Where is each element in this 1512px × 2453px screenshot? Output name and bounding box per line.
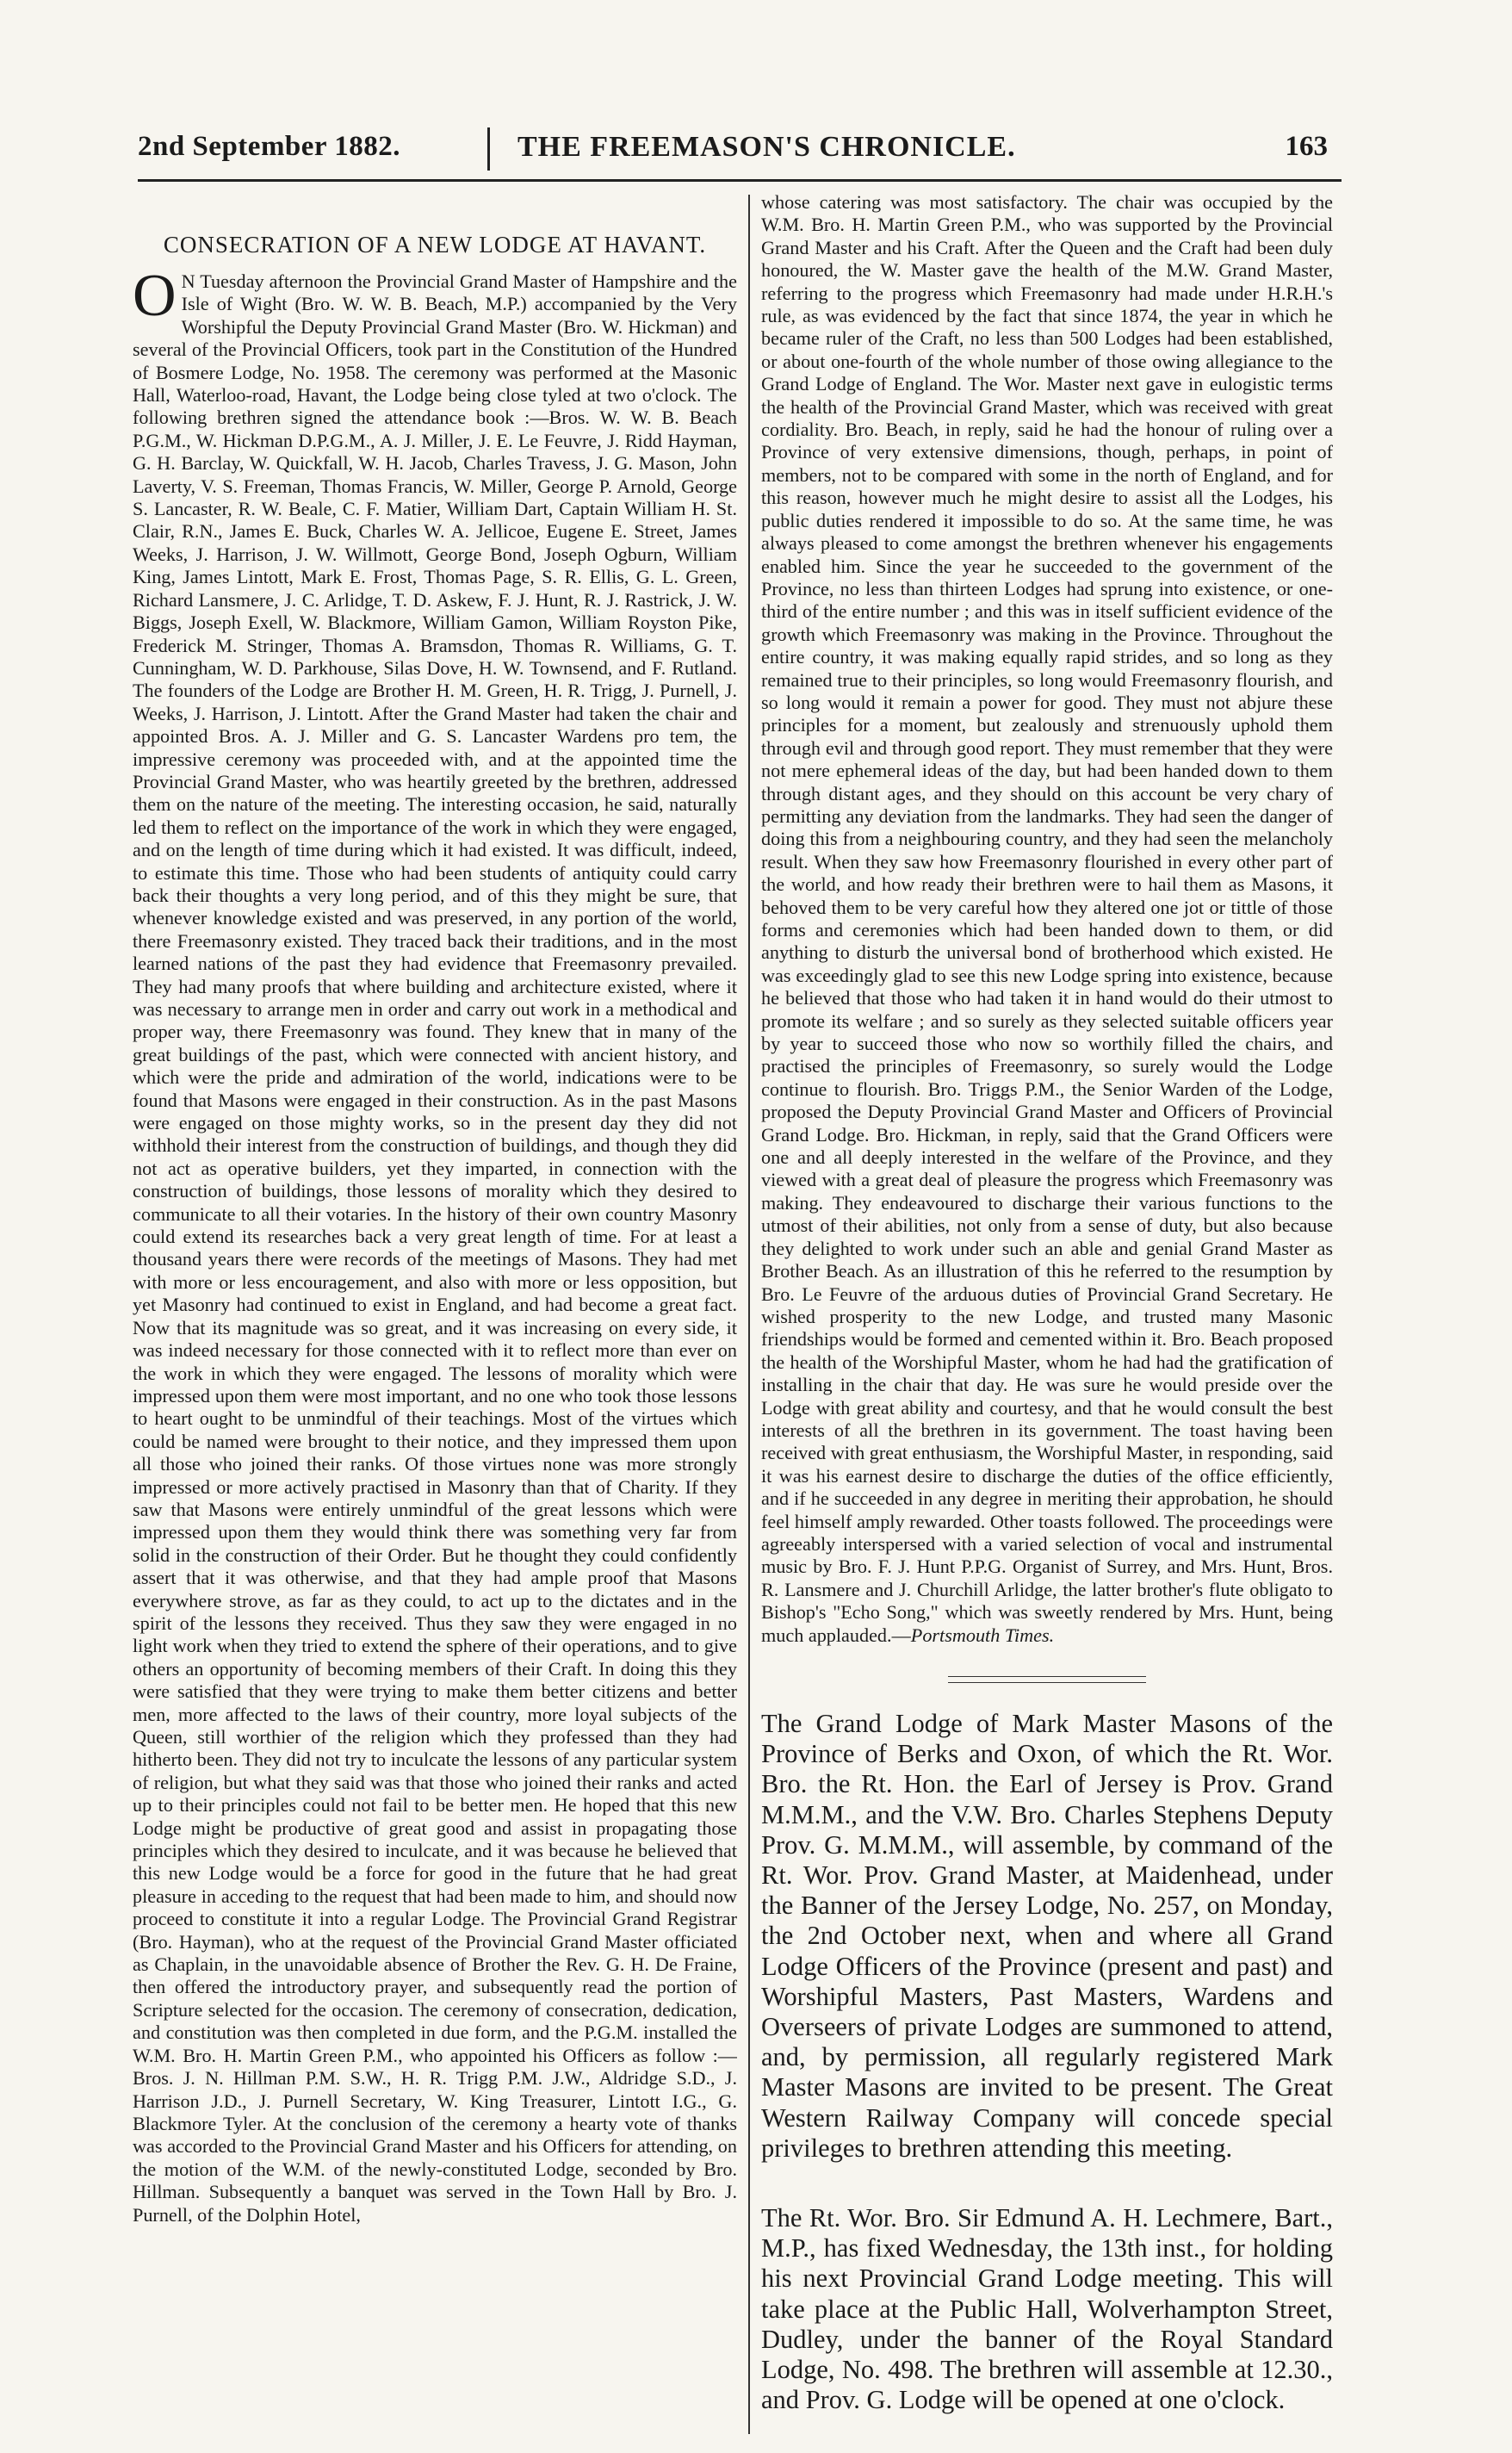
notice-mark-masons: The Grand Lodge of Mark Master Masons of the Province of Berks and Oxon, of which the Rt. Wor. Bro. the Rt. Hon. the Earl of Jersey is Prov. Grand M.M.M., and the V.W. Bro. Charles Stephens Deputy Prov. G. M.M.M., will assemble, by command of the Rt. Wor. Prov. Grand Master, at Maidenhead, under the Banner of the Jersey Lodge, No. 257, on Monday, the 2nd October next, when and where all Grand Lodge Officers of the Province (present and past) and Worshipful Masters, Past Masters, Wardens and Overseers of private Lodges are summoned to attend, and, by permission, all regularly registered Mark Master Masons are invited to be present. The Great Western Railway Company will concede special privileges to brethren attending this meeting. [761, 1709, 1333, 2163]
column-divider [748, 195, 750, 2434]
notice-spacer [761, 2164, 1333, 2203]
issue-date: 2nd September 1882. [138, 131, 400, 162]
publication-title: THE FREEMASON'S CHRONICLE. [517, 131, 1016, 163]
header-separator [487, 127, 490, 171]
article-headline: CONSECRATION OF A NEW LODGE AT HAVANT. [163, 232, 707, 258]
header-rule [138, 179, 1342, 182]
article-body-right [761, 191, 1333, 1647]
article-text-right: whose catering was most satisfactory. The chair was occupied by the W.M. Bro. H. Martin Green P.M., who was supported by the Provincial Grand Master and his Craft. After the Queen and the Craft had been duly honoured, the W. Master gave the health of the M.W. Grand Master, referring to the progress which Freemasonry had made under H.R.H.'s rule, as was evidenced by the fact that since 1874, the year in which he became ruler of the Craft, no less than 500 Lodges had been established, or about one-fourth of the whole number of those owing allegiance to the Grand Lodge of England. The Wor. Master next gave in eulogistic terms the health of the Provincial Grand Master, which was received with great cordiality. Bro. Beach, in reply, said he had the honour of ruling over a Province of very extensive dimensions, though, perhaps, in point of members, not to be compared with some in the north of England, and for this reason, however much he might desire to assist all the Lodges, his public duties rendered it impossible to do so. At the same time, he was always pleased to come amongst the brethren whenever his engagements enabled him. Since the year he succeeded to the government of the Province, no less than thirteen Lodges had sprung into existence, or one-third of the entire number ; and this was in itself sufficient evidence of the growth which Freemasonry was making in the Province. Throughout the entire country, it was making equally rapid strides, and so long as they remained true to their principles, so long would Freemasonry flourish, and so long would it remain a power for good. They must not abjure these principles for a moment, but zealously and strenuously uphold them through evil and through good report. They must remember that they were not mere ephemeral ideas of the day, but had been handed down to them through distant ages, and they should on this account be very chary of permitting any deviation from the landmarks. They had seen the danger of doing this from a neighbouring country, and they had seen the melancholy result. When they saw how Freemasonry flourished in every other part of the world, and how ready their brethren were to hail them as Masons, it behoved them to be very careful how they altered one jot or tittle of those forms and ceremonies which had been handed down to them, or did anything to disturb the universal bond of brotherhood which existed. He was exceedingly glad to see this new Lodge spring into existence, because he believed that those who had taken it in hand would do their utmost to promote its welfare ; and so surely as they selected suitable officers year by year to succeed those who now so worthily filled the chairs, and practised the principles of Freemasonry, so surely would the Lodge continue to flourish. Bro. Triggs P.M., the Senior Warden of the Lodge, proposed the Deputy Provincial Grand Master and Officers of Provincial Grand Lodge. Bro. Hickman, in reply, said that the Grand Officers were one and all deeply interested in the welfare of the Province, and they viewed with a great deal of pleasure the progress which Freemasonry was making. They endeavoured to discharge their various functions to the utmost of their abilities, not only from a sense of duty, but also because they delighted to work under such an able and genial Grand Master as Brother Beach. As an illustration of this he referred to the resumption by Bro. Le Feuvre of the arduous duties of Provincial Grand Secretary. He wished prosperity to the new Lodge, and trusted many Masonic friendships would be formed and cemented within it. Bro. Beach proposed the health of the Worshipful Master, whom he had had the gratification of installing in the chair that day. He was sure he would preside over the Lodge with great ability and courtesy, and that he would consult the best interests of all the brethren in its government. The toast having been received with great enthusiasm, the Worshipful Master, in responding, said it was his earnest desire to discharge the duties of the office efficiently, and if he succeeded in any degree in meriting their approbation, he should feel himself amply rewarded. Other toasts followed. The proceedings were agreeably interspersed with a varied selection of vocal and instrumental music by Bro. F. J. Hunt P.P.G. Organist of Surrey, and Mrs. Hunt, Bros. R. Lansmere and J. Churchill Arlidge, the latter brother's flute obligato to Bishop's "Echo Song," which was sweetly rendered by Mrs. Hunt, being much applauded.— [761, 191, 1333, 1646]
source-credit: Portsmouth Times. [910, 1624, 1055, 1646]
left-column [133, 191, 737, 2439]
article-text-left: N Tuesday afternoon the Provincial Grand Master of Hampshire and the Isle of Wight (Bro. W. W. B. Beach, M.P.) accompanied by the Very Worshipful the Deputy Provincial Grand Master (Bro. W. Hickman) and several of the Provincial Officers, took part in the Constitution of the Hundred of Bosmere Lodge, No. 1958. The ceremony was performed at the Masonic Hall, Waterloo-road, Havant, the Lodge being close tyled at two o'clock. The following brethren signed the attendance book :—Bros. W. W. B. Beach P.G.M., W. Hickman D.P.G.M., A. J. Miller, J. E. Le Feuvre, J. Ridd Hayman, G. H. Barclay, W. Quickfall, W. H. Jacob, Charles Travess, J. G. Mason, John Laverty, V. S. Freeman, Thomas Francis, W. Miller, George P. Arnold, George S. Lancaster, R. W. Beale, C. F. Matier, William Dart, Captain William H. St. Clair, R.N., James E. Buck, Charles W. A. Jellicoe, Eugene E. Street, James Weeks, J. Harrison, J. W. Willmott, George Bond, Joseph Ogburn, William King, James Lintott, Mark E. Frost, Thomas Page, S. R. Ellis, G. L. Green, Richard Lansmere, J. C. Arlidge, T. D. Askew, F. J. Hunt, R. J. Rastrick, J. W. Biggs, Joseph Exell, W. Blackmore, William Gamon, William Royston Pike, Frederick M. Stringer, Thomas A. Bramsdon, Thomas R. Williams, G. T. Cunningham, W. D. Parkhouse, Silas Dove, H. W. Townsend, and F. Rutland. The founders of the Lodge are Brother H. M. Green, H. R. Trigg, J. Purnell, J. Weeks, J. Harrison, J. Lintott. After the Grand Master had taken the chair and appointed Bros. A. J. Miller and G. S. Lancaster Wardens pro tem, the impressive ceremony was proceeded with, and at the appointed time the Provincial Grand Master, who was heartily greeted by the brethren, addressed them on the nature of the meeting. The interesting occasion, he said, naturally led them to reflect on the importance of the work in which they were engaged, and on the length of time during which it had existed. It was difficult, indeed, to estimate this time. Those who had been students of antiquity could carry back their thoughts a very long period, and of this they might be sure, that whenever knowledge existed and was preserved, in any portion of the world, there Freemasonry existed. They traced back their traditions, and in the most learned nations of the past they had evidence that Freemasonry prevailed. They had many proofs that where building and architecture existed, where it was necessary to arrange men in order and carry out work in a methodical and proper way, there Freemasonry was found. They knew that in many of the great buildings of the past, which were connected with ancient history, and which were the pride and admiration of the world, indications were to be found that Masons were engaged in their construction. As in the past Masons were engaged on those mighty works, so in the present day they did not withhold their interest from the construction of buildings, and though they did not act as operative builders, yet they imparted, in connection with the construction of buildings, those lessons of morality which they desired to communicate to all their votaries. In the history of their own country Masonry could extend its researches back a very great length of time. For at least a thousand years there were records of the meetings of Masons. They had met with more or less encouragement, and also with more or less opposition, but yet Masonry had continued to exist in England, and had become a great fact. Now that its magnitude was so great, and it was increasing on every side, it was indeed necessary for those connected with it to reflect more than ever on the work in which they were engaged. The lessons of morality which were impressed upon them were most important, and no one who took those lessons to heart ought to be unmindful of their teachings. Most of the virtues which could be named were brought to their notice, and they impressed them upon all those who joined their ranks. Of those virtues none was more strongly impressed or more actively practised in Masonry than that of Charity. If they saw that Masons were entirely unmindful of the great lessons which were impressed upon them they would think there was something very far from solid in the construction of their Order. But he thought they could confidently assert that it was otherwise, and that they had ample proof that Masons everywhere strove, as far as they could, to act up to the dictates and in the spirit of the lessons they received. Thus they saw they were engaged in no light work when they tried to extend the sphere of their operations, and to give others an opportunity of becoming members of their Craft. In doing this they were satisfied that they were trying to make them better citizens and better men, more affected to the laws of their country, more loyal subjects of the Queen, still worthier of the religion which they professed than they had hitherto been. They did not try to inculcate the lessons of any particular system of religion, but what they said was that those who joined their ranks and acted up to their principles could not fail to be better men. He hoped that this new Lodge might be productive of great good and assist in propagating those principles which they desired to inculcate, and it was because he believed that this new Lodge would be a force for good in the future that he had great pleasure in acceding to the request that had been made to him, and should now proceed to constitute it into a regular Lodge. The Provincial Grand Registrar (Bro. Hayman), who at the request of the Provincial Grand Master officiated as Chaplain, in the unavoidable absence of Brother the Rev. G. H. De Fraine, then offered the introductory prayer, and subsequently read the portion of Scripture selected for the occasion. The ceremony of consecration, dedication, and constitution was then completed in due form, and the P.G.M. installed the W.M. Bro. H. Martin Green P.M., who appointed his Officers as follow :—Bros. J. N. Hillman P.M. S.W., H. R. Trigg P.M. J.W., Aldridge S.D., J. Harrison J.D., J. Purnell Secretary, W. King Treasurer, Lintott I.G., G. Blackmore Tyler. At the conclusion of the ceremony a hearty vote of thanks was accorded to the Provincial Grand Master and his Officers for attending, on the motion of the W.M. of the newly-constituted Lodge, seconded by Bro. Hillman. Subsequently a banquet was served in the Town Hall by Bro. J. Purnell, of the Dolphin Hotel, [133, 270, 737, 2226]
page-header [138, 127, 1343, 179]
right-column [761, 191, 1333, 2439]
drop-cap: O [133, 263, 177, 329]
page-number: 163 [1285, 131, 1328, 162]
article-body-left [133, 263, 737, 2226]
section-divider [948, 1676, 1146, 1683]
notice-provincial-meeting: The Rt. Wor. Bro. Sir Edmund A. H. Lechmere, Bart., M.P., has fixed Wednesday, the 13th inst., for holding his next Provincial Grand Lodge meeting. This will take place at the Public Hall, Wolverhampton Street, Dudley, under the banner of the Royal Standard Lodge, No. 498. The brethren will assemble at 12.30., and Prov. G. Lodge will be opened at one o'clock. [761, 2203, 1333, 2415]
